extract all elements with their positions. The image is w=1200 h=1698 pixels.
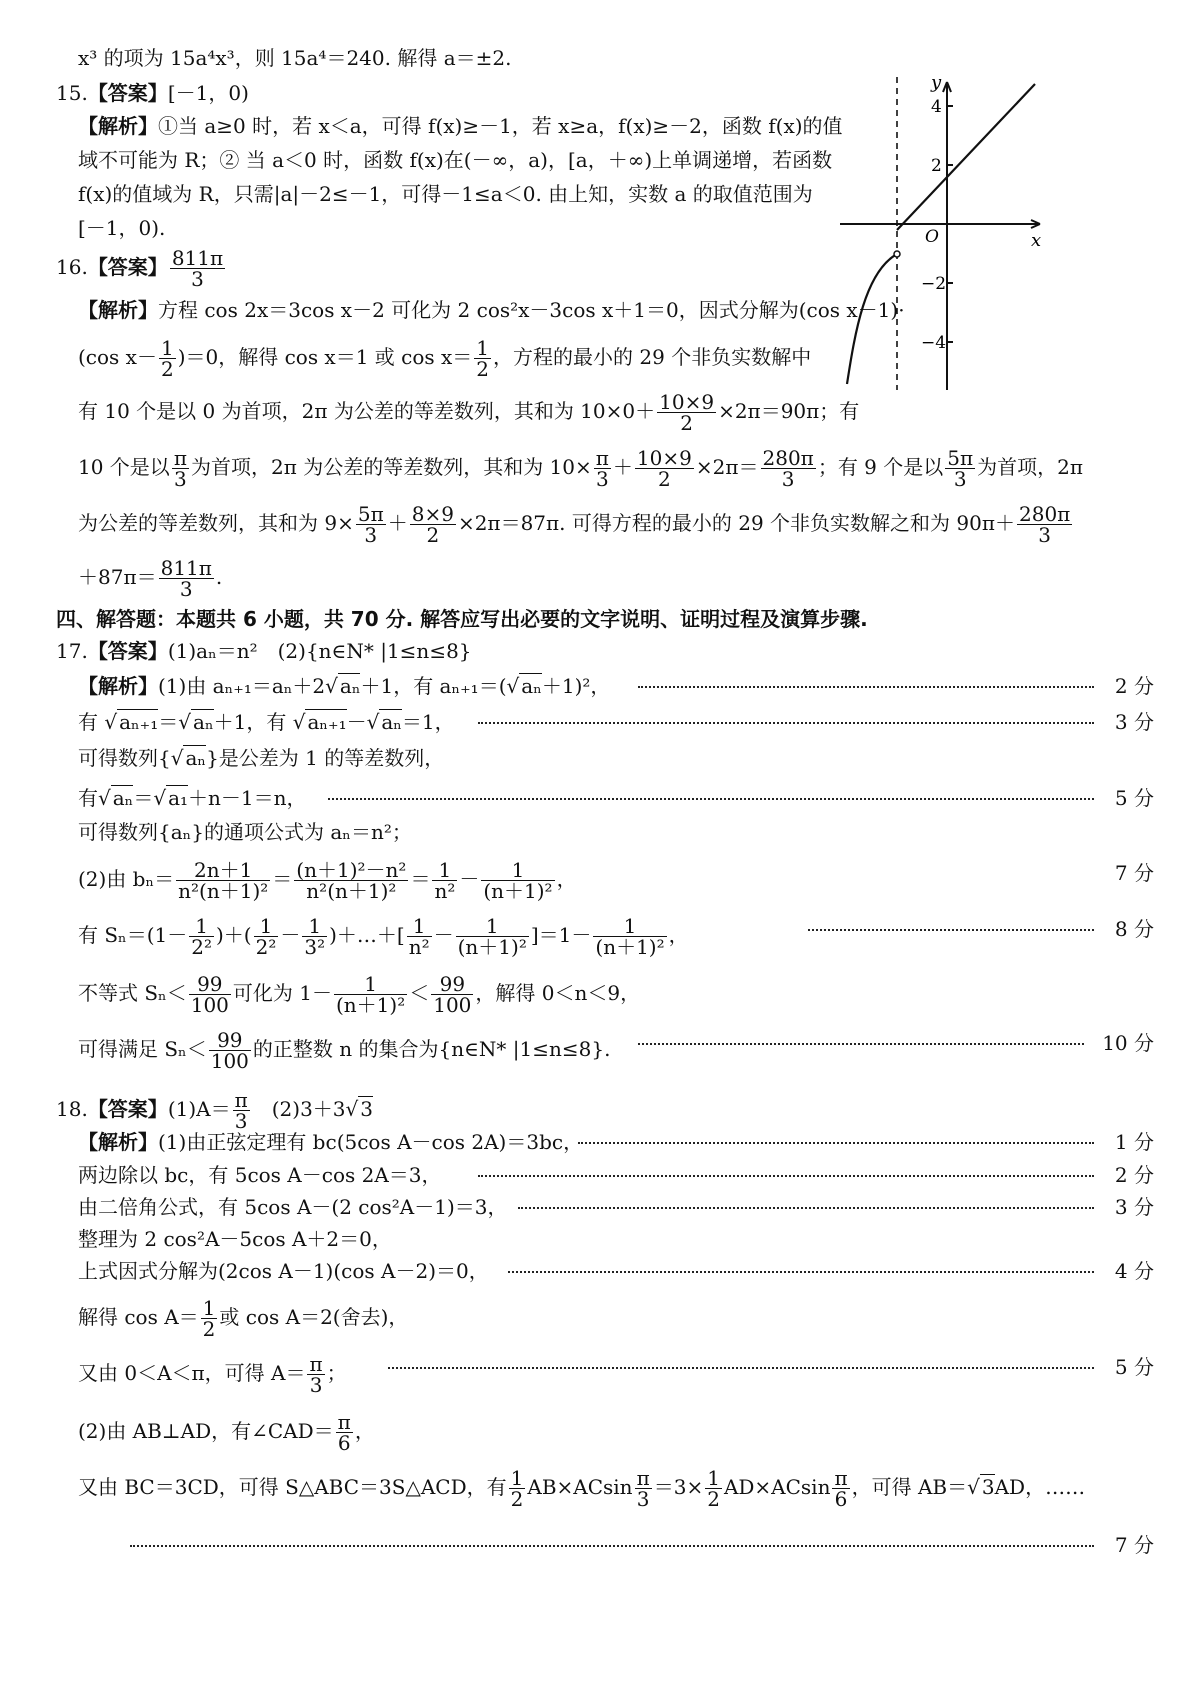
q16-analysis-line3: 有 10 个是以 0 为首项，2π 为公差的等差数列，其和为 10×0＋ $\frac{10\times 9}{2}$ ×2π＝90π；有 bbox=[78, 390, 860, 435]
q15-analysis-line3: f(x)的值域为 R，只需|a|－2≤－1，可得－1≤a＜0. 由上知，实数 a 的取值范围为 bbox=[78, 182, 813, 206]
score-points: 5 分 bbox=[1114, 1355, 1154, 1379]
q18-step2: 两边除以 bc，有 5cos A－cos 2A＝3， 2 分 bbox=[78, 1163, 1154, 1187]
answer-tag: 【答案】 bbox=[87, 255, 168, 279]
q16-answer-line bbox=[56, 248, 227, 289]
q17-answer: (1)aₙ＝n² (2){n∈N* |1≤n≤8} bbox=[167, 639, 472, 663]
q18-step7: 又由 0＜A＜π，可得 A＝ $\frac{\pi}{3}$ ； 5 分 bbox=[78, 1352, 1154, 1397]
q15-analysis-line4: [－1，0). bbox=[78, 216, 166, 240]
q15-number: 15. bbox=[56, 81, 88, 105]
y-tick-label: −4 bbox=[921, 333, 947, 353]
q17-step6: (2)由 bₙ＝ $\frac{2n+1}{\text{n²(n＋1)²}}$ ＝ $\frac{\text{(n＋1)²－n²}}{\text{n²(n＋1)²}}$ ＝ $\frac{1}{\text{n²}}$ － $\frac{1}{\text{(n＋1)²}}$ ， 7 分 bbox=[78, 858, 1154, 903]
q17-step8: 不等式 Sₙ＜ $\frac{99}{100}$ 可化为 1－ $\frac{1}{\text{(n＋1)²}}$ ＜ $\frac{99}{100}$ ，解得 0＜n＜9， bbox=[78, 972, 641, 1017]
y-tick-label: −2 bbox=[921, 274, 947, 294]
analysis-tag: 【解析】 bbox=[78, 114, 158, 138]
q15-analysis-line1 bbox=[78, 113, 843, 139]
q18-step6: 解得 cos A＝ $\frac{1}{2}$ 或 cos A＝2(舍去)， bbox=[78, 1296, 409, 1341]
score-points: 3 分 bbox=[1114, 710, 1154, 734]
linear-branch bbox=[897, 84, 1035, 230]
score-points: 7 分 bbox=[1114, 861, 1154, 885]
q17-answer-line bbox=[56, 638, 472, 664]
q16-number: 16. bbox=[56, 255, 88, 279]
q18-number: 18. bbox=[56, 1097, 88, 1121]
q15-text1: ①当 a≥0 时，若 x＜a，可得 f(x)≥－1，若 x≥a，f(x)≥－2，函数 f(x)的值 bbox=[158, 114, 843, 138]
q17-step4: 有√ aₙ＝√ a₁＋n－1＝n， 5 分 bbox=[78, 786, 1154, 810]
origin-label: O bbox=[925, 227, 939, 247]
q17-step3: 可得数列{√ aₙ}是公差为 1 的等差数列， bbox=[78, 746, 445, 770]
section-heading: 四、解答题：本题共 6 小题，共 70 分. 解答应写出必要的文字说明、证明过程及演算步骤. bbox=[56, 607, 868, 631]
analysis-tag: 【解析】 bbox=[78, 298, 158, 322]
analysis-tag: 【解析】 bbox=[78, 1130, 158, 1154]
q17-step1: 【解析】(1)由 aₙ₊₁＝aₙ＋2√ aₙ＋1，有 aₙ₊₁＝(√ aₙ＋1)²， 2 分 bbox=[78, 674, 1154, 698]
score-points: 2 分 bbox=[1114, 674, 1154, 698]
carry-over-line: x³ 的项为 15a⁴x³，则 15a⁴＝240. 解得 a＝±2. bbox=[78, 46, 512, 70]
score-points: 1 分 bbox=[1114, 1130, 1154, 1154]
answer-tag: 【答案】 bbox=[87, 1097, 168, 1121]
q17-step7: 有 Sₙ＝(1－ $\frac{1}{\text{2²}}$ )＋( $\frac{1}{\text{2²}}$ － $\frac{1}{\text{3²}}$ )＋…＋[ $\frac{1}{\text{n²}}$ － $\frac{1}{\text{(n＋1)²}}$ ]＝1－ $\frac{1}{\text{(n＋1)²}}$ ， 8 分 bbox=[78, 914, 1154, 959]
q18-answer-line: 18.【答案】(1)A＝ $\frac{\pi}{3}$ (2)3＋3√ 3 bbox=[56, 1088, 374, 1133]
q18-step3: 由二倍角公式，有 5cos A－(2 cos²A－1)＝3， 3 分 bbox=[78, 1195, 1154, 1219]
score-points: 10 分 bbox=[1102, 1031, 1154, 1055]
q16-answer-fraction: $\frac{811\pi}{3}$ bbox=[171, 246, 224, 291]
q18-step4: 整理为 2 cos²A－5cos A＋2＝0， bbox=[78, 1227, 392, 1251]
q18-step9: 又由 BC＝3CD，可得 S△ABC＝3S△ACD，有 $\frac{1}{2}$ AB×ACsin $\frac{\pi}{3}$ ＝3× $\frac{1}{2}$ AD×ACsin $\frac{\pi}{6}$ ，可得 AB＝√ 3AD，…… bbox=[78, 1466, 1086, 1511]
answer-tag: 【答案】 bbox=[87, 639, 168, 663]
y-tick-label: 4 bbox=[931, 97, 942, 117]
score-points: 5 分 bbox=[1114, 786, 1154, 810]
q18-step5: 上式因式分解为(2cos A－1)(cos A－2)＝0， 4 分 bbox=[78, 1259, 1154, 1283]
q16-analysis-line5: 为公差的等差数列，其和为 9× $\frac{5\pi}{3}$ ＋ $\frac{8\times 9}{2}$ ×2π＝87π. 可得方程的最小的 29 个非负实数解之和为 90π＋ $\frac{280\pi}{3}$ bbox=[78, 502, 1071, 547]
score-points: 8 分 bbox=[1114, 917, 1154, 941]
q16-analysis-line4: 10 个是以 $\frac{\pi}{3}$ 为首项，2π 为公差的等差数列，其和为 10× $\frac{\pi}{3}$ ＋ $\frac{10\times 9}{2}$ ×2π＝ $\frac{280\pi}{3}$ ；有 9 个是以 $\frac{5\pi}{3}$ 为首项，2π bbox=[78, 446, 1084, 491]
open-point bbox=[894, 251, 900, 257]
q15-analysis-line2: 域不可能为 R；② 当 a＜0 时，函数 f(x)在(－∞，a)，[a，＋∞)上单调递增，若函数 bbox=[78, 148, 833, 172]
q16-analysis-line6: ＋87π＝ $\frac{811\pi}{3}$ . bbox=[78, 556, 223, 601]
score-points: 2 分 bbox=[1114, 1163, 1154, 1187]
analysis-tag: 【解析】 bbox=[78, 674, 158, 698]
x-axis-label: x bbox=[1031, 230, 1042, 251]
q17-step9: 可得满足 Sₙ＜ $\frac{99}{100}$ 的正整数 n 的集合为{n∈N* |1≤n≤8}. 10 分 bbox=[78, 1028, 1154, 1073]
answer-tag: 【答案】 bbox=[87, 81, 168, 105]
function-graph bbox=[835, 72, 1050, 397]
q16-analysis-line2: (cos x－ $\frac{1}{2}$ )＝0，解得 cos x＝1 或 cos x＝ $\frac{1}{2}$ ，方程的最小的 29 个非负实数解中 bbox=[78, 336, 812, 381]
score-points: 7 分 bbox=[1114, 1533, 1154, 1557]
q18-step1: 【解析】(1)由正弦定理有 bc(5cos A－cos 2A)＝3bc， 1 分 bbox=[78, 1130, 1154, 1154]
q16-analysis-line1 bbox=[78, 297, 905, 323]
score-points: 3 分 bbox=[1114, 1195, 1154, 1219]
q15-answer: [－1，0) bbox=[167, 81, 249, 105]
q17-number: 17. bbox=[56, 639, 88, 663]
y-tick-label: 2 bbox=[931, 156, 942, 176]
q15-answer-line bbox=[56, 80, 249, 106]
score-points: 4 分 bbox=[1114, 1259, 1154, 1283]
y-axis-label: y bbox=[931, 72, 942, 93]
q16-text1: 方程 cos 2x＝3cos x－2 可化为 2 cos²x－3cos x＋1＝0，因式分解为(cos x－1)· bbox=[158, 298, 905, 322]
q17-step5: 可得数列{aₙ}的通项公式为 aₙ＝n²； bbox=[78, 820, 412, 844]
q18-step8: (2)由 AB⊥AD，有∠CAD＝ $\frac{\pi}{6}$ ， bbox=[78, 1410, 375, 1455]
q17-step2: 有 √ aₙ₊₁＝√ aₙ＋1，有 √ aₙ₊₁－√ aₙ＝1， 3 分 bbox=[78, 710, 1154, 734]
